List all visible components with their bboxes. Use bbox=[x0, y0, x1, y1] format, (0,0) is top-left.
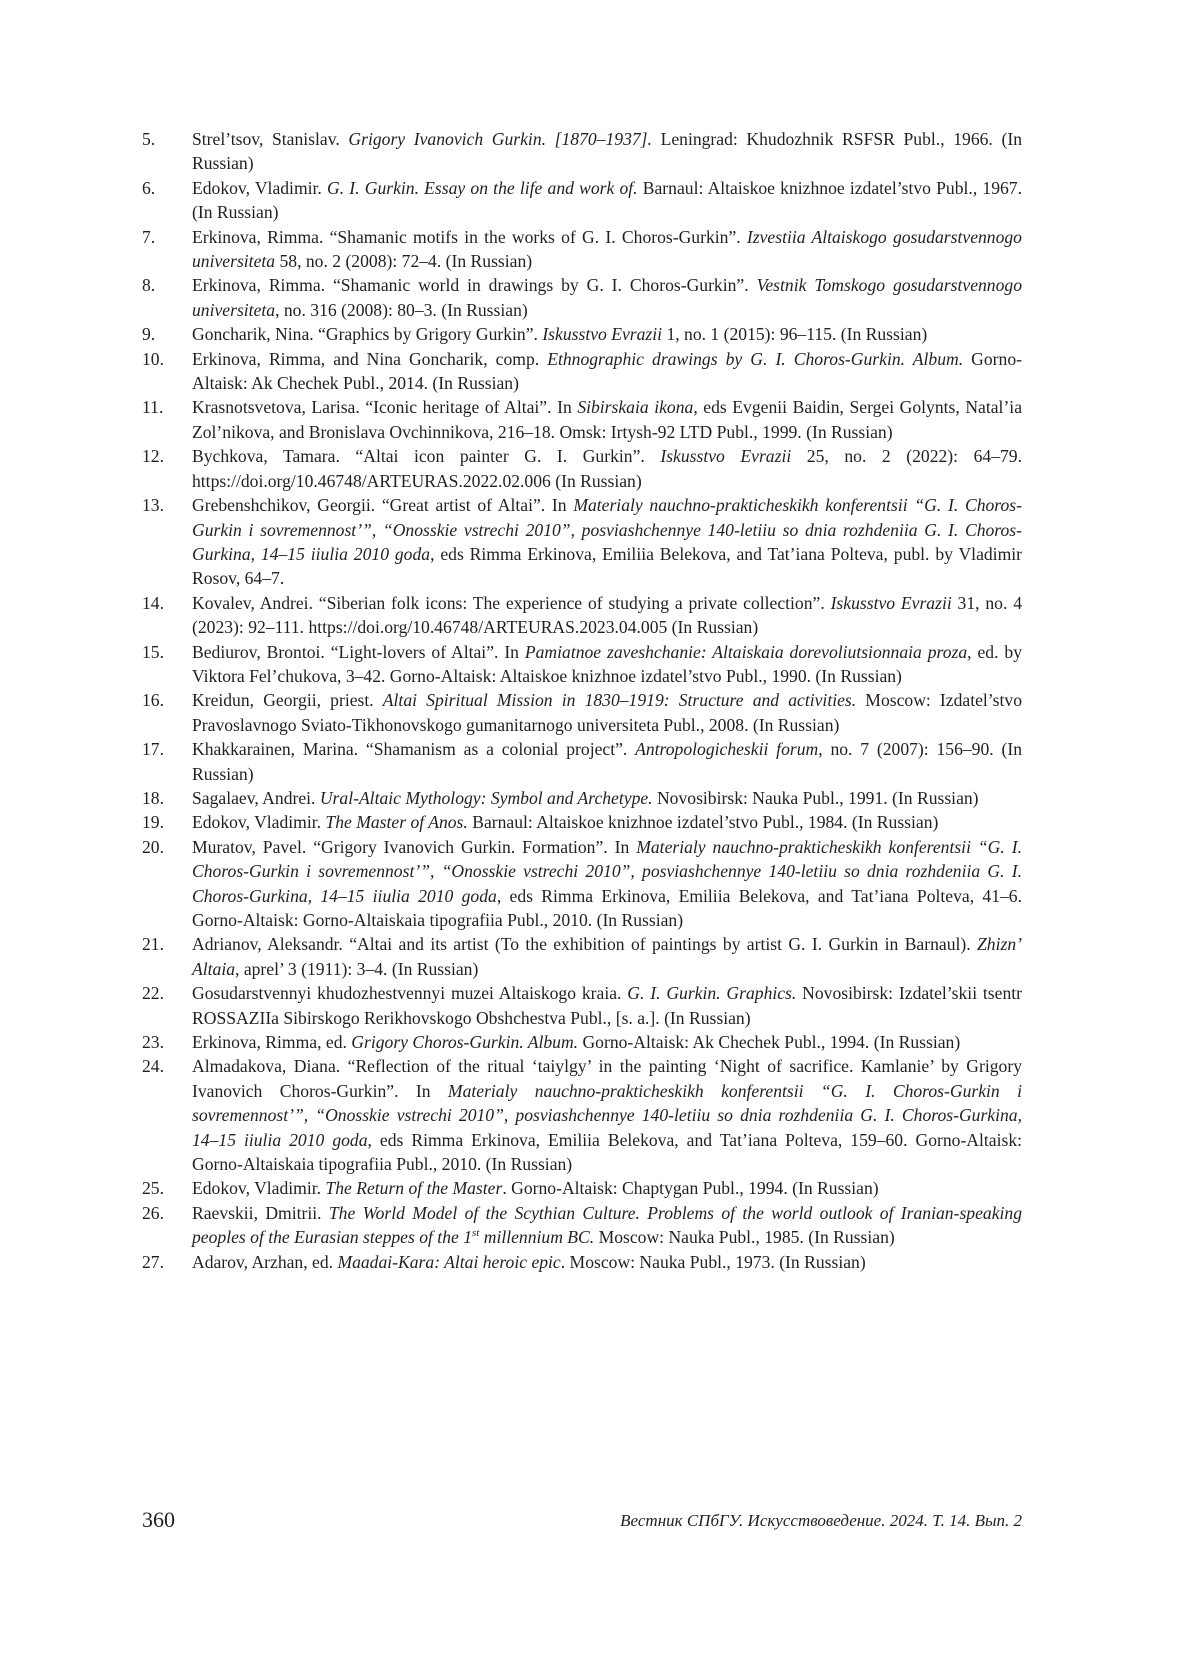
reference-title-segment: millennium BC. bbox=[479, 1227, 595, 1248]
reference-title-segment: The Master of Anos. bbox=[325, 812, 468, 833]
reference-text-segment: Adrianov, Aleksandr. “Altai and its artist (To the exhibition of paintings by artist G. I. Gurkin in Barnaul). bbox=[192, 934, 978, 955]
page-footer bbox=[142, 1507, 1022, 1537]
reference-number: 23. bbox=[142, 1032, 164, 1053]
reference-text-segment: Muratov, Pavel. “Grigory Ivanovich Gurkin. Formation”. In bbox=[192, 836, 637, 857]
reference-text-segment: Moscow: Izdatel’stvo Pravoslavnogo Sviato-Tikhonovskogo gumanitarnogo universiteta Publ., 2008. (In Russian) bbox=[192, 690, 1023, 735]
reference-title-segment: Iskusstvo Evrazii bbox=[660, 446, 792, 467]
reference-text-segment: 31, no. 4 (2023): 92–111. https://doi.org/10.46748/ARTEURAS.2023.04.005 (In Russian) bbox=[192, 592, 1022, 638]
reference-title-segment: Vestnik Tomskogo gosudarstvennogo universiteta bbox=[192, 275, 1022, 320]
reference-text-segment: Erkinova, Rimma, and Nina Goncharik, comp. bbox=[192, 348, 548, 369]
reference-number: 7. bbox=[142, 226, 156, 247]
reference-title-segment: Pamiatnoe zaveshchanie: Altaiskaia dorevoliutsionnaia proza bbox=[524, 641, 968, 662]
reference-title-segment: G. I. Gurkin. Graphics. bbox=[627, 983, 797, 1004]
reference-text-segment: Kreidun, Georgii, priest. bbox=[192, 690, 383, 711]
reference-text-segment: Gosudarstvennyi khudozhestvennyi muzei Altaiskogo kraia. bbox=[192, 983, 628, 1004]
reference-number: 21. bbox=[142, 934, 164, 955]
reference-text-segment: Bediurov, Brontoi. “Light-lovers of Altai”. In bbox=[192, 641, 525, 662]
reference-item bbox=[142, 347, 1022, 396]
reference-text-segment: 25, no. 2 (2022): 64–79. https://doi.org/10.46748/ARTEURAS.2022.02.006 (In Russian) bbox=[192, 446, 1022, 491]
reference-number: 8. bbox=[142, 275, 156, 296]
reference-title-segment: Ethnographic drawings by G. I. Choros-Gurkin. Album. bbox=[547, 348, 964, 369]
reference-item bbox=[142, 737, 1022, 786]
reference-text-segment: Kovalev, Andrei. “Siberian folk icons: The experience of studying a private collection”. bbox=[192, 592, 831, 613]
reference-text-segment: , no. 316 (2008): 80–3. (In Russian) bbox=[275, 299, 528, 320]
reference-text-segment: Gorno-Altaisk: Ak Chechek Publ., 2014. (In Russian) bbox=[192, 348, 1022, 394]
reference-item bbox=[142, 444, 1022, 493]
reference-title-segment: Iskusstvo Evrazii bbox=[542, 324, 663, 345]
reference-item bbox=[142, 225, 1022, 274]
reference-text-segment: , aprel’ 3 (1911): 3–4. (In Russian) bbox=[235, 958, 479, 979]
reference-item bbox=[142, 810, 1022, 834]
reference-title-segment: Materialy nauchno-prakticheskikh konferentsii “G. I. Choros-Gurkin i sovremennost’”, “Onosskie vstrechi 2010”, posviashchennye 140-letiiu so dnia rozhdeniia G. I. Choros-Gurkina, 14–15 iiulia 2010 goda bbox=[192, 836, 1022, 906]
reference-number: 22. bbox=[142, 983, 164, 1004]
reference-title-segment: Sibirskaia ikona bbox=[577, 397, 694, 418]
reference-item bbox=[142, 591, 1022, 640]
reference-item bbox=[142, 1054, 1022, 1176]
reference-number: 6. bbox=[142, 177, 156, 198]
reference-text-segment: 58, no. 2 (2008): 72–4. (In Russian) bbox=[275, 251, 533, 272]
reference-text-segment: Barnaul: Altaiskoe knizhnoe izdatel’stvo Publ., 1967. (In Russian) bbox=[192, 177, 1022, 223]
reference-number: 16. bbox=[142, 690, 164, 711]
reference-title-segment: G. I. Gurkin. Essay on the life and work of. bbox=[327, 177, 638, 198]
reference-number: 27. bbox=[142, 1251, 164, 1272]
reference-title-segment: Zhizn’ Altaia bbox=[192, 934, 1022, 979]
journal-running-title: Вестник СПбГУ. Искусствоведение. 2024. Т. 14. Вып. 2 bbox=[620, 1511, 1022, 1530]
reference-text-segment: Novosibirsk: Izdatel’skii tsentr ROSSAZIIa Sibirskogo Rerikhovskogo Obshchestva Publ., [s. a.]. (In Russian) bbox=[192, 983, 1023, 1028]
reference-title-segment: The Return of the Master bbox=[325, 1178, 503, 1199]
reference-number: 10. bbox=[142, 348, 164, 369]
reference-number: 26. bbox=[142, 1202, 164, 1223]
reference-item bbox=[142, 1030, 1022, 1054]
reference-text-segment: Khakkarainen, Marina. “Shamanism as a colonial project”. bbox=[192, 739, 636, 760]
reference-title-segment: Maadai-Kara: Altai heroic epic bbox=[337, 1251, 561, 1272]
reference-item bbox=[142, 640, 1022, 689]
reference-item bbox=[142, 273, 1022, 322]
reference-title-segment: Materialy nauchno-prakticheskikh konferentsii “G. I. Choros-Gurkin i sovremennost’”, “Onosskie vstrechi 2010”, posviashchennye 140-letiiu so dnia rozhdeniia G. I. Choros-Gurkina, 14–15 iiulia 2010 goda bbox=[192, 1080, 1022, 1150]
reference-number: 14. bbox=[142, 592, 164, 613]
reference-text-segment: Gorno-Altaisk: Ak Chechek Publ., 1994. (In Russian) bbox=[578, 1032, 961, 1053]
reference-title-segment: st bbox=[472, 1227, 480, 1240]
reference-list bbox=[142, 127, 1022, 1274]
reference-text-segment: 1, no. 1 (2015): 96–115. (In Russian) bbox=[662, 324, 928, 345]
reference-number: 17. bbox=[142, 739, 164, 760]
reference-number: 9. bbox=[142, 324, 156, 345]
reference-item bbox=[142, 127, 1022, 176]
reference-item bbox=[142, 786, 1022, 810]
reference-number: 18. bbox=[142, 787, 164, 808]
reference-number: 15. bbox=[142, 641, 164, 662]
reference-text-segment: Barnaul: Altaiskoe knizhnoe izdatel’stvo Publ., 1984. (In Russian) bbox=[467, 812, 939, 833]
reference-item bbox=[142, 322, 1022, 346]
reference-item bbox=[142, 1250, 1022, 1274]
reference-text-segment: Almadakova, Diana. “Reflection of the ritual ‘taiylgy’ in the painting ‘Night of sacrifice. Kamlanie’ by Grigory Ivanovich Choros-Gurkin”. In bbox=[192, 1056, 1022, 1101]
reference-text-segment: Grebenshchikov, Georgii. “Great artist of Altai”. In bbox=[192, 495, 574, 516]
reference-title-segment: Ural-Altaic Mythology: Symbol and Archetype. bbox=[319, 787, 653, 808]
reference-title-segment: Altai Spiritual Mission in 1830–1919: Structure and activities. bbox=[382, 690, 857, 711]
reference-text-segment: Bychkova, Tamara. “Altai icon painter G. I. Gurkin”. bbox=[192, 446, 661, 467]
reference-text-segment: , eds Rimma Erkinova, Emiliia Belekova, and Tat’iana Polteva, 159–60. Gorno-Altaisk: Gorno-Altaiskaia tipografiia Publ., 2010. (In Russian) bbox=[192, 1129, 1023, 1175]
reference-item bbox=[142, 1176, 1022, 1200]
reference-text-segment: . Gorno-Altaisk: Chaptygan Publ., 1994. (In Russian) bbox=[502, 1178, 879, 1199]
reference-item bbox=[142, 1201, 1022, 1250]
reference-number: 12. bbox=[142, 446, 164, 467]
reference-number: 20. bbox=[142, 836, 164, 857]
reference-title-segment: The World Model of the Scythian Culture. Problems of the world outlook of Iranian-speaking peoples of the Eurasian steppes of the 1 bbox=[192, 1202, 1022, 1248]
reference-item bbox=[142, 981, 1022, 1030]
reference-text-segment: Sagalaev, Andrei. bbox=[192, 787, 320, 808]
reference-text-segment: Moscow: Nauka Publ., 1985. (In Russian) bbox=[594, 1227, 895, 1248]
reference-text-segment: Leningrad: Khudozhnik RSFSR Publ., 1966. (In Russian) bbox=[192, 129, 1022, 174]
reference-title-segment: Izvestiia Altaiskogo gosudarstvennogo universiteta bbox=[192, 226, 1022, 272]
reference-text-segment: Edokov, Vladimir. bbox=[192, 1178, 326, 1199]
reference-number: 5. bbox=[142, 129, 156, 149]
reference-number: 11. bbox=[142, 397, 164, 418]
reference-title-segment: Grigory Ivanovich Gurkin. [1870–1937]. bbox=[348, 129, 652, 149]
reference-text-segment: Goncharik, Nina. “Graphics by Grigory Gurkin”. bbox=[192, 324, 543, 345]
reference-text-segment: Novosibirsk: Nauka Publ., 1991. (In Russian) bbox=[652, 787, 979, 808]
reference-text-segment: Raevskii, Dmitrii. bbox=[192, 1202, 329, 1223]
reference-number: 13. bbox=[142, 495, 164, 516]
reference-text-segment: , no. 7 (2007): 156–90. (In Russian) bbox=[192, 739, 1022, 784]
reference-number: 24. bbox=[142, 1056, 164, 1077]
reference-text-segment: Erkinova, Rimma. “Shamanic world in drawings by G. I. Choros-Gurkin”. bbox=[192, 275, 757, 296]
reference-text-segment: , eds Evgenii Baidin, Sergei Golynts, Natal’ia Zol’nikova, and Bronislava Ovchinnikova, 216–18. Omsk: Irtysh-92 LTD Publ., 1999. (In Russian) bbox=[192, 397, 1023, 442]
reference-text-segment: Krasnotsvetova, Larisa. “Iconic heritage of Altai”. In bbox=[192, 397, 578, 418]
reference-text-segment: Strel’tsov, Stanislav. bbox=[192, 129, 349, 149]
reference-title-segment: Iskusstvo Evrazii bbox=[830, 592, 952, 613]
page-number: 360 bbox=[142, 1507, 175, 1532]
reference-item bbox=[142, 932, 1022, 981]
reference-text-segment: , ed. by Viktora Fel’chukova, 3–42. Gorno-Altaisk: Altaiskoe knizhnoe izdatel’stvo Publ., 1990. (In Russian) bbox=[192, 641, 1022, 686]
reference-text-segment: Edokov, Vladimir. bbox=[192, 812, 326, 833]
reference-item bbox=[142, 176, 1022, 225]
reference-title-segment: Materialy nauchno-prakticheskikh konferentsii “G. I. Choros-Gurkin i sovremennost’”, “Onosskie vstrechi 2010”, posviashchennye 140-letiiu so dnia rozhdeniia G. I. Choros-Gurkina, 14–15 iiulia 2010 goda bbox=[192, 495, 1022, 564]
reference-text-segment: , eds Rimma Erkinova, Emiliia Belekova, and Tat’iana Polteva, 41–6. Gorno-Altaisk: Gorno-Altaiskaia tipografiia Publ., 2010. (In Russian) bbox=[192, 885, 1022, 930]
reference-number: 19. bbox=[142, 812, 164, 833]
reference-item bbox=[142, 688, 1022, 737]
reference-text-segment: Adarov, Arzhan, ed. bbox=[192, 1251, 338, 1272]
reference-text-segment: Edokov, Vladimir. bbox=[192, 177, 327, 198]
reference-number: 25. bbox=[142, 1178, 164, 1199]
reference-item bbox=[142, 493, 1022, 591]
reference-text-segment: Erkinova, Rimma. “Shamanic motifs in the works of G. I. Choros-Gurkin”. bbox=[192, 226, 747, 247]
reference-text-segment: Erkinova, Rimma, ed. bbox=[192, 1032, 352, 1053]
reference-item bbox=[142, 835, 1022, 933]
reference-item bbox=[142, 395, 1022, 444]
reference-title-segment: Antropologicheskii forum bbox=[635, 739, 819, 760]
reference-title-segment: Grigory Choros-Gurkin. Album. bbox=[351, 1032, 579, 1053]
reference-text-segment: , eds Rimma Erkinova, Emiliia Belekova, and Tat’iana Polteva, publ. by Vladimir Rosov, 64–7. bbox=[192, 543, 1022, 589]
reference-text-segment: . Moscow: Nauka Publ., 1973. (In Russian) bbox=[560, 1251, 866, 1272]
